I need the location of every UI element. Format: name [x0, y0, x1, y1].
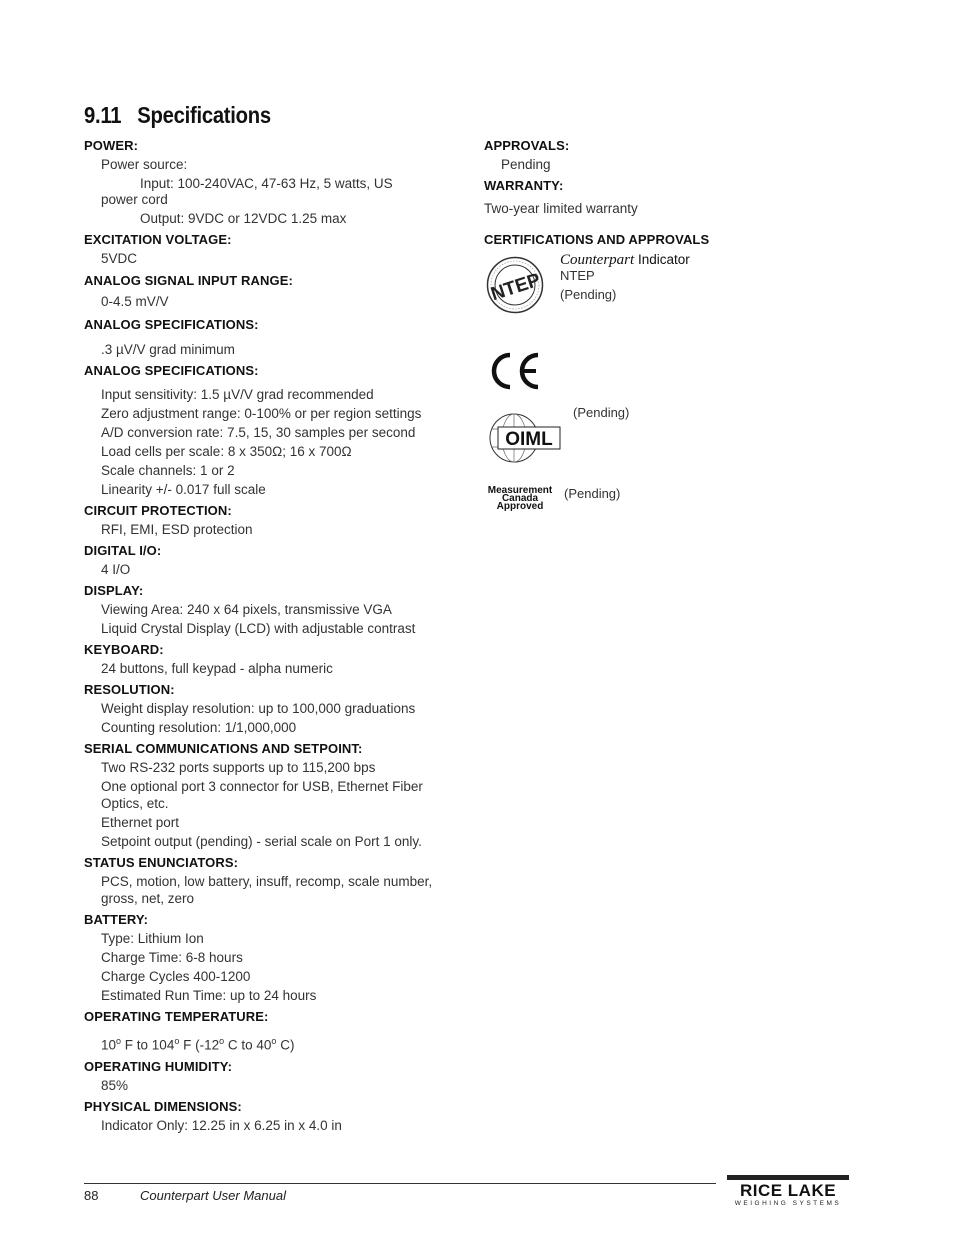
battery-item: Estimated Run Time: up to 24 hours: [101, 988, 317, 1003]
svg-text:NTEP: NTEP: [488, 269, 544, 306]
power-heading: POWER:: [84, 138, 139, 153]
mc-status: (Pending): [564, 486, 621, 501]
display-heading: DISPLAY:: [84, 583, 144, 598]
excitation-heading: EXCITATION VOLTAGE:: [84, 232, 232, 247]
display-item: Viewing Area: 240 x 64 pixels, transmissive VGA: [101, 602, 392, 617]
power-output: Output: 9VDC or 12VDC 1.25 max: [140, 211, 347, 226]
keyboard-heading: KEYBOARD:: [84, 642, 164, 657]
status-line: gross, net, zero: [101, 891, 195, 906]
svg-text:OIML: OIML: [505, 429, 553, 450]
ntep-logo: [486, 256, 544, 314]
analog-spec-item: Linearity +/- 0.017 full scale: [101, 482, 266, 497]
digital-io-value: 4 I/O: [101, 562, 131, 577]
warranty-heading: WARRANTY:: [484, 178, 564, 193]
circuit-heading: CIRCUIT PROTECTION:: [84, 503, 232, 518]
ntep-label: NTEP: [560, 268, 595, 283]
ntep-status: (Pending): [560, 287, 617, 302]
svg-text:WEIGHING SYSTEMS: WEIGHING SYSTEMS: [734, 1200, 842, 1207]
serial-item: Ethernet port: [101, 815, 180, 830]
analog-spec-item: Zero adjustment range: 0-100% or per region settings: [101, 406, 422, 421]
battery-item: Charge Cycles 400-1200: [101, 969, 251, 984]
serial-item: Setpoint output (pending) - serial scale on Port 1 only.: [101, 834, 422, 849]
temperature-heading: OPERATING TEMPERATURE:: [84, 1009, 269, 1024]
manual-title: Counterpart User Manual: [140, 1188, 286, 1203]
battery-heading: BATTERY:: [84, 912, 149, 927]
battery-item: Charge Time: 6-8 hours: [101, 950, 243, 965]
power-input: Input: 100-240VAC, 47-63 Hz, 5 watts, US: [140, 176, 393, 191]
approvals-value: Pending: [501, 157, 551, 172]
measurement-canada-logo: Measurement Canada Approved: [487, 485, 553, 512]
serial-item: One optional port 3 connector for USB, Ethernet Fiber: [101, 779, 423, 794]
svg-text:RICE LAKE: RICE LAKE: [739, 1181, 837, 1200]
resolution-item: Counting resolution: 1/1,000,000: [101, 720, 297, 735]
dimensions-heading: PHYSICAL DIMENSIONS:: [84, 1098, 242, 1114]
approvals-heading: APPROVALS:: [484, 138, 570, 153]
analog-spec-item: A/D conversion rate: 7.5, 15, 30 samples per second: [101, 425, 416, 440]
status-line: PCS, motion, low battery, insuff, recomp, scale number,: [101, 874, 433, 889]
right-column: [484, 136, 824, 249]
page-number: 88: [84, 1188, 99, 1203]
warranty-value: Two-year limited warranty: [484, 201, 638, 216]
analog-spec1-value: .3 µV/V grad minimum: [101, 342, 235, 357]
power-source-label: Power source:: [101, 157, 188, 172]
power-input-cont: power cord: [101, 192, 168, 207]
serial-item-cont: Optics, etc.: [101, 796, 169, 811]
circuit-value: RFI, EMI, ESD protection: [101, 522, 253, 537]
dimensions-value: Indicator Only: 12.25 in x 6.25 in x 4.0 in: [101, 1117, 342, 1133]
analog-spec-item: Load cells per scale: 8 x 350Ω; 16 x 700Ω: [101, 444, 352, 459]
display-item: Liquid Crystal Display (LCD) with adjustable contrast: [101, 621, 416, 636]
humidity-heading: OPERATING HUMIDITY:: [84, 1058, 233, 1074]
status-heading: STATUS ENUNCIATORS:: [84, 855, 239, 870]
rice-lake-logo: [724, 1175, 852, 1207]
left-column: [84, 136, 454, 1135]
section-title: [84, 102, 271, 129]
certifications-heading: CERTIFICATIONS AND APPROVALS: [484, 232, 710, 247]
serial-item: Two RS-232 ports supports up to 115,200 bps: [101, 760, 376, 775]
section-number: 9.11: [84, 102, 122, 128]
ce-mark-icon: [488, 350, 544, 392]
analog-spec-item: Scale channels: 1 or 2: [101, 463, 235, 478]
section-heading: Specifications: [137, 102, 271, 128]
humidity-value: 85%: [101, 1077, 129, 1093]
keyboard-value: 24 buttons, full keypad - alpha numeric: [101, 661, 333, 676]
battery-item: Type: Lithium Ion: [101, 931, 204, 946]
temperature-value: 10$^o$ F to 104$^o$ F (-12$^o$ C to 40$^o$ C): [101, 1036, 295, 1053]
analog-spec-item: Input sensitivity: 1.5 µV/V grad recommended: [101, 387, 374, 402]
analog-range-heading: ANALOG SIGNAL INPUT RANGE:: [84, 273, 293, 288]
analog-range-value: 0-4.5 mV/V: [101, 294, 169, 309]
serial-heading: SERIAL COMMUNICATIONS AND SETPOINT:: [84, 741, 363, 756]
analog-spec1-heading: ANALOG SPECIFICATIONS:: [84, 317, 259, 332]
resolution-item: Weight display resolution: up to 100,000 graduations: [101, 701, 416, 716]
oiml-status: (Pending): [573, 405, 630, 420]
digital-io-heading: DIGITAL I/O:: [84, 543, 162, 558]
analog-spec2-heading: ANALOG SPECIFICATIONS:: [84, 363, 259, 378]
oiml-logo: [486, 412, 562, 464]
resolution-heading: RESOLUTION:: [84, 682, 175, 697]
footer-rule: [84, 1183, 716, 1184]
product-title: Counterpart Indicator: [560, 252, 690, 268]
excitation-value: 5VDC: [101, 251, 138, 266]
